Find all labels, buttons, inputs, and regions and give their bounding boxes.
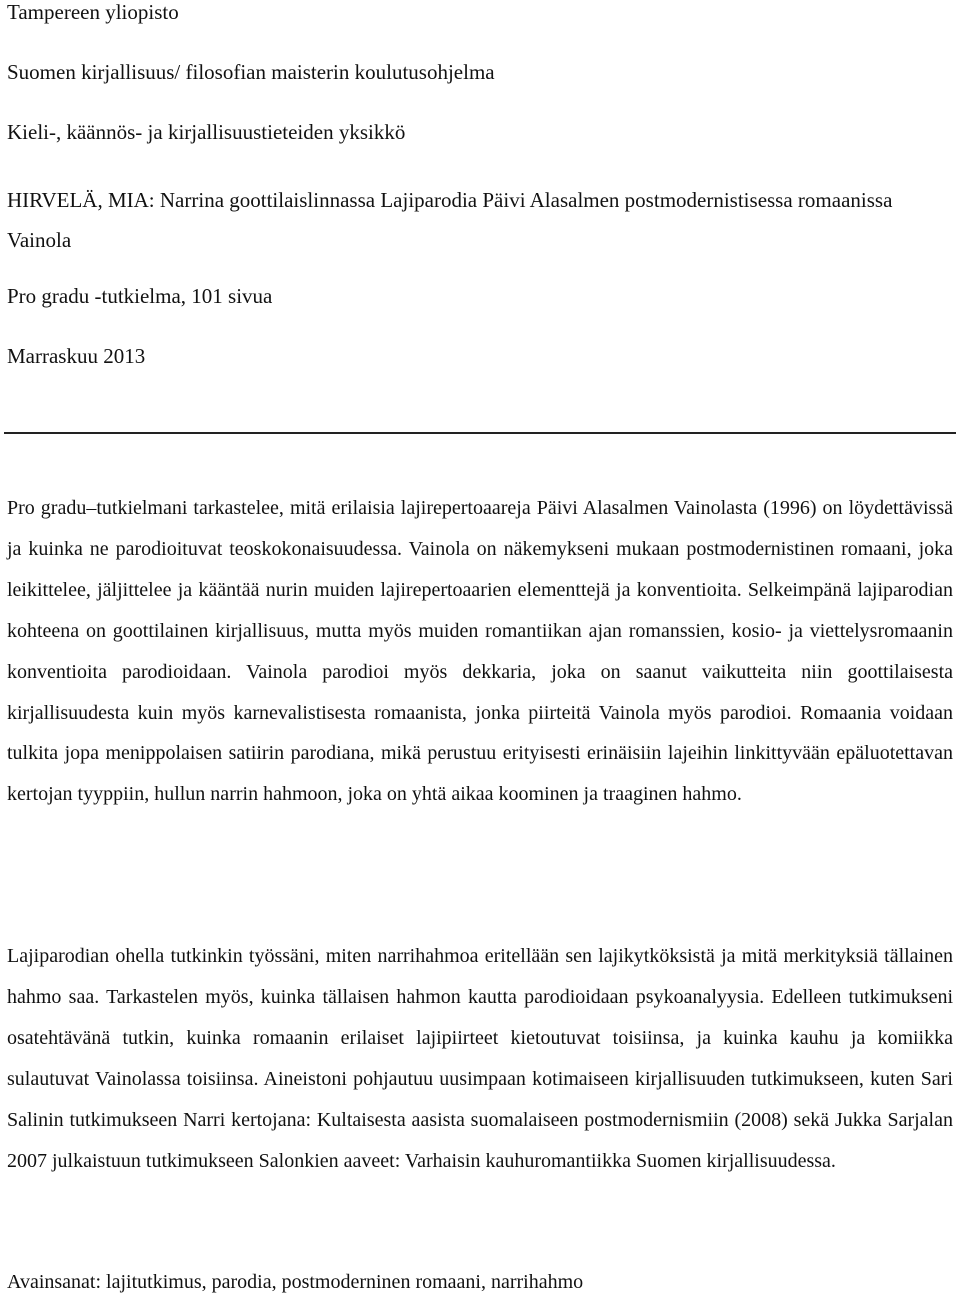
programme-name: Suomen kirjallisuus/ filosofian maisterin koulutusohjelma — [7, 60, 495, 84]
keywords-line: Avainsanat: lajitutkimus, parodia, postmoderninen romaani, narrihahmo — [7, 1271, 584, 1293]
unit-name: Kieli-, käännös- ja kirjallisuustieteiden yksikkö — [7, 120, 406, 144]
horizontal-divider — [4, 432, 956, 434]
abstract-paragraph-2: Lajiparodian ohella tutkinkin työssäni, miten narrihahmoa eritellään sen lajikytköksistä ja mitä merkityksiä tällainen hahmo saa. Tarkastelen myös, kuinka tällaisen hahmon kautta parodioidaan psykoanalyysia. Edelleen tutkimukseni osatehtävänä tutkin, kuinka romaanin erilaiset lajipiirteet kietoutuvat toisiinsa, ja kuinka kauhu ja komiikka sulautuvat Vainolassa toisiinsa. Aineistoni pohjautuu uusimpaan kotimaiseen kirjallisuuden tutkimukseen, kuten Sari Salinin tutkimukseen Narri kertojana: Kultaisesta aasista suomalaiseen postmodernismiin (2008) sekä Jukka Sarjalan 2007 julkaistuun tutkimukseen Salonkien aaveet: Varhaisin kauhuromantiikka Suomen kirjallisuudessa. — [7, 945, 953, 1172]
thesis-date: Marraskuu 2013 — [7, 344, 146, 368]
university-name: Tampereen yliopisto — [7, 0, 179, 24]
author-and-thesis-title: HIRVELÄ, MIA: Narrina goottilaislinnassa Lajiparodia Päivi Alasalmen postmodernistisessa romaanissa Vainola — [7, 188, 893, 252]
abstract-paragraph-1: Pro gradu–tutkielmani tarkastelee, mitä erilaisia lajirepertoaareja Päivi Alasalmen Vainolasta (1996) on löydettävissä ja kuinka ne parodioituvat teoskokonaisuudessa. Vainola on näkemykseni mukaan postmodernistinen romaani, joka leikittelee, jäljittelee ja kääntää nurin muiden lajirepertoaarien elementtejä ja konventioita. Selkeimpänä lajiparodian kohteena on goottilainen kirjallisuus, mutta myös muiden romantiikan ajan romanssien, kosio- ja viettelysromaanin konventioita parodioidaan. Vainola parodioi myös dekkaria, joka on saanut vaikutteita niin goottilaisesta kirjallisuudesta kuin myös karnevalistisesta romaanista, jonka piirteitä Vainola myös parodioi. Romaania voidaan tulkita jopa menippolaisen satiirin parodiana, mikä perustuu erityisesti erinäisiin lajeihin linkittyvään epäluotettavan kertojan tyyppiin, hullun narrin hahmoon, joka on yhtä aikaa koominen ja traaginen hahmo. — [7, 497, 953, 806]
thesis-info: Pro gradu -tutkielma, 101 sivua — [7, 284, 273, 308]
